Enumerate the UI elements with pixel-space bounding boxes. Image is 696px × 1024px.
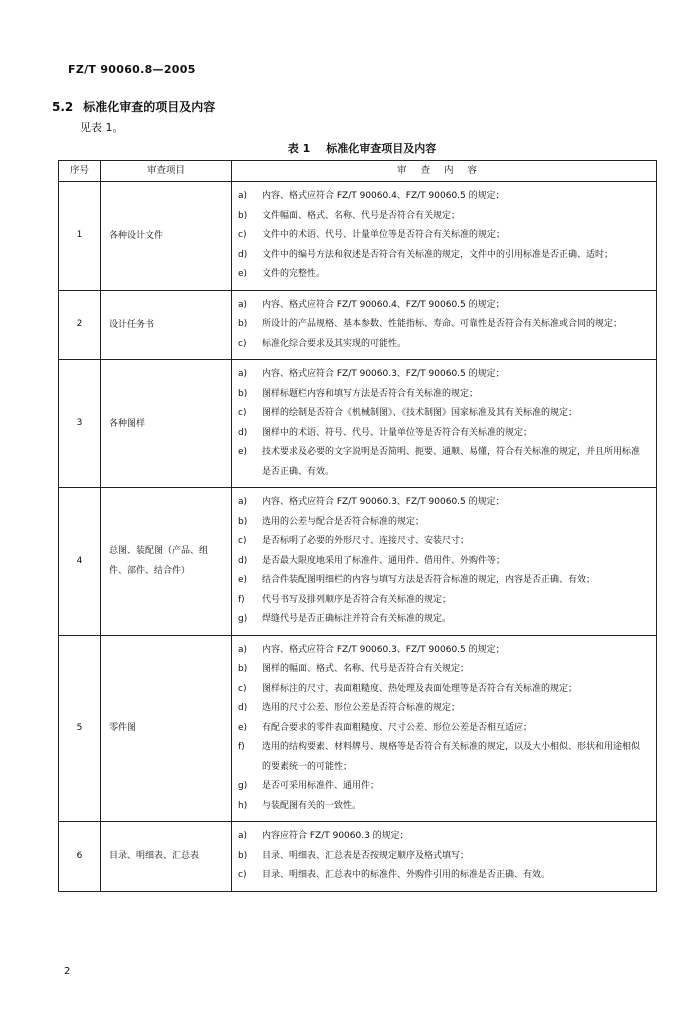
table-row [59,635,657,822]
review-table [58,160,657,892]
requirement-marker: b) [238,664,248,674]
requirement-text: 内容、格式应符合 FZ/T 90060.3、FZ/T 90060.5 的规定； [262,369,505,379]
table-caption-label: 表 1 [287,142,311,155]
requirement-marker: d) [238,703,248,713]
table-body [59,182,657,892]
table-caption [0,140,696,156]
requirement-item [232,699,648,719]
requirement-marker: c) [238,230,247,240]
table-row [59,360,657,488]
requirement-text: 图样的幅面、格式、名称、代号是否符合有关规定； [262,664,470,674]
requirement-item [232,443,648,482]
requirement-text: 是否标明了必要的外形尺寸、连接尺寸、安装尺寸； [262,536,470,546]
requirement-marker: c) [238,536,247,546]
requirement-list [232,827,648,886]
requirement-text: 目录、明细表、汇总表是否按规定顺序及格式填写； [262,850,470,861]
requirement-marker: b) [238,388,248,399]
requirement-text: 目录、明细表、汇总表中的标准件、外购件引用的标准是否正确、有效。 [262,870,551,880]
table-row [59,290,657,360]
requirement-text: 标准化综合要求及其实现的可能性。 [262,338,407,349]
table-row [59,488,657,636]
requirement-marker: a) [238,299,248,310]
requirement-text: 有配合要求的零件表面粗糙度、尺寸公差、形位公差是否相互适应； [262,722,533,733]
requirement-marker: d) [238,249,248,260]
header-seq: 序号 [59,161,101,182]
standard-code: FZ/T 90060.8—2005 [68,63,196,76]
requirement-item [232,187,648,207]
row-item: 设计任务书 [101,290,232,360]
requirement-item [232,404,648,424]
requirement-item [232,207,648,227]
requirement-list [232,641,648,817]
requirement-list [232,187,648,285]
requirement-list [232,365,648,482]
requirement-marker: f) [238,742,245,752]
requirement-marker: g) [238,781,248,791]
row-seq: 3 [59,360,101,488]
requirement-text: 内容应符合 FZ/T 90060.3 的规定； [262,831,409,841]
requirement-marker: g) [238,614,248,624]
requirement-item [232,610,648,630]
table-header-row [59,161,657,182]
requirement-text: 文件的完整性。 [262,269,326,279]
requirement-item [232,591,648,611]
requirement-marker: b) [238,850,248,861]
requirement-item [232,660,648,680]
section-heading [52,98,215,115]
requirement-text: 与装配图有关的一致性。 [262,800,362,811]
row-item: 零件图 [101,635,232,822]
row-content [232,822,657,892]
row-seq: 4 [59,488,101,636]
table-row [59,182,657,291]
requirement-text: 图样的绘制是否符合《机械制图》、《技术制图》国家标准及其有关标准的规定； [262,408,578,418]
requirement-item [232,226,648,246]
row-content [232,290,657,360]
requirement-item [232,738,648,777]
requirement-marker: c) [238,870,247,880]
row-seq: 2 [59,290,101,360]
requirement-text: 内容、格式应符合 FZ/T 90060.3、FZ/T 90060.5 的规定； [262,497,505,507]
requirement-item [232,847,648,867]
requirement-marker: a) [238,191,248,201]
section-intro: 见表 1。 [80,121,124,134]
requirement-text: 选用的公差与配合是否符合标准的规定； [262,516,425,527]
requirement-marker: e) [238,722,248,733]
requirement-item [232,866,648,886]
requirement-text: 内容、格式应符合 FZ/T 90060.3、FZ/T 90060.5 的规定； [262,644,505,655]
requirement-marker: f) [238,594,245,605]
requirement-text: 图样中的术语、符号、代号、计量单位等是否符合有关标准的规定； [262,427,533,438]
row-content [232,182,657,291]
row-seq: 1 [59,182,101,291]
header-content: 审查内容 [232,161,657,182]
requirement-item [232,513,648,533]
requirement-text: 结合件装配图明细栏的内容与填写方法是否符合标准的规定，内容是否正确、有效； [262,575,596,585]
requirement-item [232,265,648,285]
requirement-text: 是否可采用标准件、通用件； [262,781,380,791]
requirement-text: 文件幅面、格式、名称、代号是否符合有关规定； [262,210,461,221]
requirement-text: 技术要求及必要的文字说明是否简明、扼要、通顺、易懂，符合有关标准的规定，并且所用标准是否正确、有效。 [262,447,641,477]
requirement-item [232,797,648,817]
requirement-marker: h) [238,800,248,811]
requirement-item [232,827,648,847]
requirement-marker: e) [238,269,248,279]
row-item: 各种图样 [101,360,232,488]
requirement-text: 图样标注的尺寸、表面粗糙度、热处理及表面处理等是否符合有关标准的规定； [262,683,578,694]
requirement-text: 选用的尺寸公差、形位公差是否符合标准的规定； [262,703,461,713]
requirement-item [232,493,648,513]
requirement-text: 文件中的编号方法和叙述是否符合有关标准的规定，文件中的引用标准是否正确、适时； [262,249,614,260]
requirement-item [232,777,648,797]
requirement-text: 内容、格式应符合 FZ/T 90060.4、FZ/T 90060.5 的规定； [262,191,505,201]
row-item: 目录、明细表、汇总表 [101,822,232,892]
requirement-item [232,385,648,405]
requirement-marker: e) [238,575,248,585]
requirement-item [232,552,648,572]
requirement-marker: e) [238,447,248,457]
requirement-text: 代号书写及排列顺序是否符合有关标准的规定； [262,594,452,605]
requirement-marker: b) [238,210,248,221]
requirement-list [232,493,648,630]
row-item: 各种设计文件 [101,182,232,291]
row-item: 总图、装配图（产品、组件、部件、结合件） [101,488,232,636]
requirement-marker: a) [238,497,248,507]
requirement-item [232,641,648,661]
requirement-marker: d) [238,427,248,438]
requirement-text: 图样标题栏内容和填写方法是否符合有关标准的规定； [262,388,479,399]
requirement-text: 所设计的产品规格、基本参数、性能指标、寿命、可靠性是否符合有关标准或合同的规定； [262,319,623,329]
requirement-item [232,571,648,591]
requirement-text: 文件中的术语、代号、计量单位等是否符合有关标准的规定； [262,230,506,240]
section-number: 5.2 [52,100,74,114]
requirement-marker: a) [238,644,248,655]
row-content [232,635,657,822]
row-seq: 5 [59,635,101,822]
row-content [232,360,657,488]
requirement-item [232,335,648,355]
requirement-item [232,365,648,385]
requirement-marker: a) [238,831,248,841]
requirement-item [232,296,648,316]
header-item: 审查项目 [101,161,232,182]
requirement-item [232,532,648,552]
requirement-text: 选用的结构要素、材料牌号、规格等是否符合有关标准的规定，以及大小相似、形状和用途相似的要素统一的可能性； [262,742,641,772]
requirement-item [232,424,648,444]
requirement-text: 内容、格式应符合 FZ/T 90060.4、FZ/T 90060.5 的规定； [262,299,505,310]
requirement-item [232,246,648,266]
requirement-marker: c) [238,683,247,694]
requirement-item [232,315,648,335]
requirement-marker: c) [238,408,247,418]
requirement-marker: b) [238,516,248,527]
requirement-text: 是否最大限度地采用了标准件、通用件、借用件、外购件等； [262,555,506,566]
requirement-marker: c) [238,338,247,349]
requirement-marker: a) [238,369,248,379]
table-caption-title: 标准化审查项目及内容 [326,142,437,155]
table-row [59,822,657,892]
requirement-marker: b) [238,319,248,329]
requirement-list [232,296,648,355]
page-number: 2 [64,966,71,977]
row-seq: 6 [59,822,101,892]
requirement-text: 焊缝代号是否正确标注并符合有关标准的规定。 [262,614,452,624]
requirement-item [232,680,648,700]
row-content [232,488,657,636]
section-title: 标准化审查的项目及内容 [83,100,216,114]
requirement-item [232,719,648,739]
requirement-marker: d) [238,555,248,566]
